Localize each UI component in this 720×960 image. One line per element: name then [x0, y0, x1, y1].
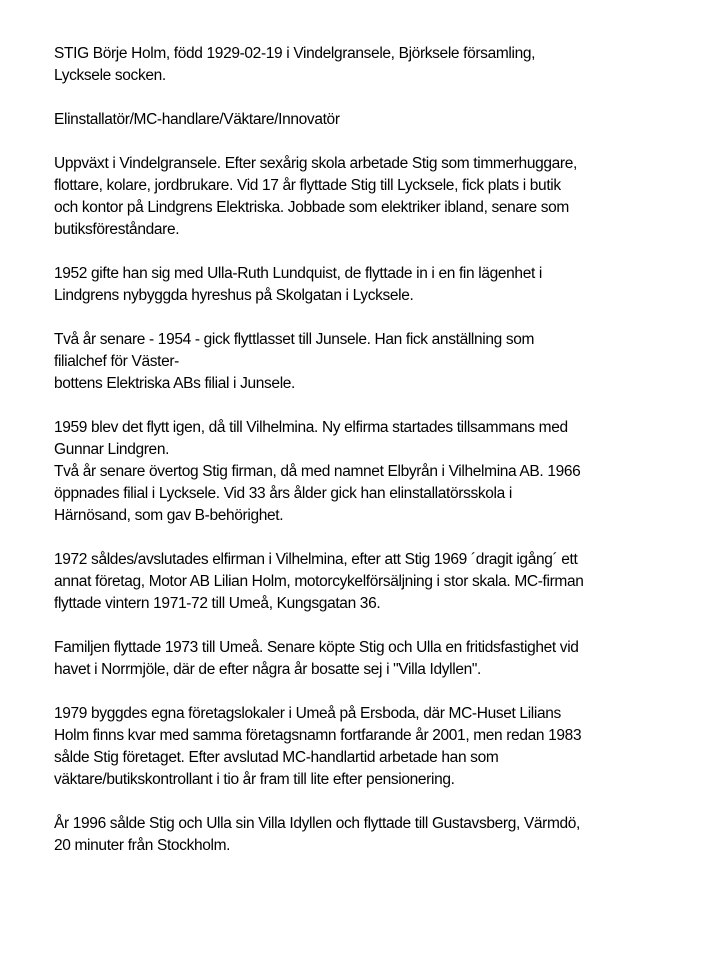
- text-line: sålde Stig företaget. Efter avslutad MC-handlartid arbetade han som: [54, 749, 499, 766]
- paragraph-childhood: [54, 153, 654, 241]
- biography-document: [54, 43, 654, 879]
- paragraph-header: [54, 43, 654, 87]
- text-line: Uppväxt i Vindelgransele. Efter sexårig skola arbetade Stig som timmerhuggare,: [54, 155, 577, 172]
- text-line: 1952 gifte han sig med Ulla-Ruth Lundquist, de flyttade in i en fin lägenhet i: [54, 265, 542, 282]
- paragraph-professions: [54, 109, 654, 131]
- text-line: Holm finns kvar med samma företagsnamn fortfarande år 2001, men redan 1983: [54, 727, 582, 744]
- text-line: Lindgrens nybyggda hyreshus på Skolgatan i Lycksele.: [54, 287, 414, 304]
- text-line: Familjen flyttade 1973 till Umeå. Senare köpte Stig och Ulla en fritidsfastighet vid: [54, 639, 579, 656]
- text-line: flyttade vintern 1971-72 till Umeå, Kungsgatan 36.: [54, 595, 381, 612]
- text-line: bottens Elektriska ABs filial i Junsele.: [54, 375, 296, 392]
- text-line: 1972 såldes/avslutades elfirman i Vilhelmina, efter att Stig 1969 ´dragit igång´ ett: [54, 551, 578, 568]
- text-line: 1979 byggdes egna företagslokaler i Umeå på Ersboda, där MC-Huset Lilians: [54, 705, 561, 722]
- paragraph-gustavsberg: [54, 813, 654, 857]
- text-line: filialchef för Väster-: [54, 353, 179, 370]
- text-line: flottare, kolare, jordbrukare. Vid 17 år flyttade Stig till Lycksele, fick plats i butik: [54, 177, 561, 194]
- text-line: Gunnar Lindgren.: [54, 441, 170, 458]
- paragraph-marriage: [54, 263, 654, 307]
- text-line: 1959 blev det flytt igen, då till Vilhelmina. Ny elfirma startades tillsammans med: [54, 419, 568, 436]
- text-line: havet i Norrmjöle, där de efter några år bosatte sej i "Villa Idyllen".: [54, 661, 481, 678]
- text-line: År 1996 sålde Stig och Ulla sin Villa Idyllen och flyttade till Gustavsberg, Värmdö,: [54, 815, 581, 832]
- paragraph-motor-ab: [54, 549, 654, 615]
- paragraph-umea: [54, 637, 654, 681]
- text-line: Lycksele socken.: [54, 67, 166, 84]
- text-line: Härnösand, som gav B-behörighet.: [54, 507, 284, 524]
- paragraph-junsele: [54, 329, 654, 395]
- text-line: och kontor på Lindgrens Elektriska. Jobbade som elektriker ibland, senare som: [54, 199, 569, 216]
- paragraph-ersboda: [54, 703, 654, 791]
- text-line: Elinstallatör/MC-handlare/Väktare/Innovatör: [54, 111, 340, 128]
- text-line: STIG Börje Holm, född 1929-02-19 i Vindelgranselе, Björksele församling,: [54, 45, 536, 62]
- text-line: Två år senare - 1954 - gick flyttlasset till Junsele. Han fick anställning som: [54, 331, 535, 348]
- text-line: 20 minuter från Stockholm.: [54, 837, 231, 854]
- text-line: butiksföreståndare.: [54, 221, 180, 238]
- paragraph-vilhelmina: [54, 417, 654, 527]
- text-line: väktare/butikskontrollant i tio år fram till lite efter pensionering.: [54, 771, 455, 788]
- text-line: annat företag, Motor AB Lilian Holm, motorcykelförsäljning i stor skala. MC-firman: [54, 573, 584, 590]
- text-line: öppnades filial i Lycksele. Vid 33 års ålder gick han elinstallatörsskola i: [54, 485, 512, 502]
- text-line: Två år senare övertog Stig firman, då med namnet Elbyrån i Vilhelmina AB. 1966: [54, 463, 581, 480]
